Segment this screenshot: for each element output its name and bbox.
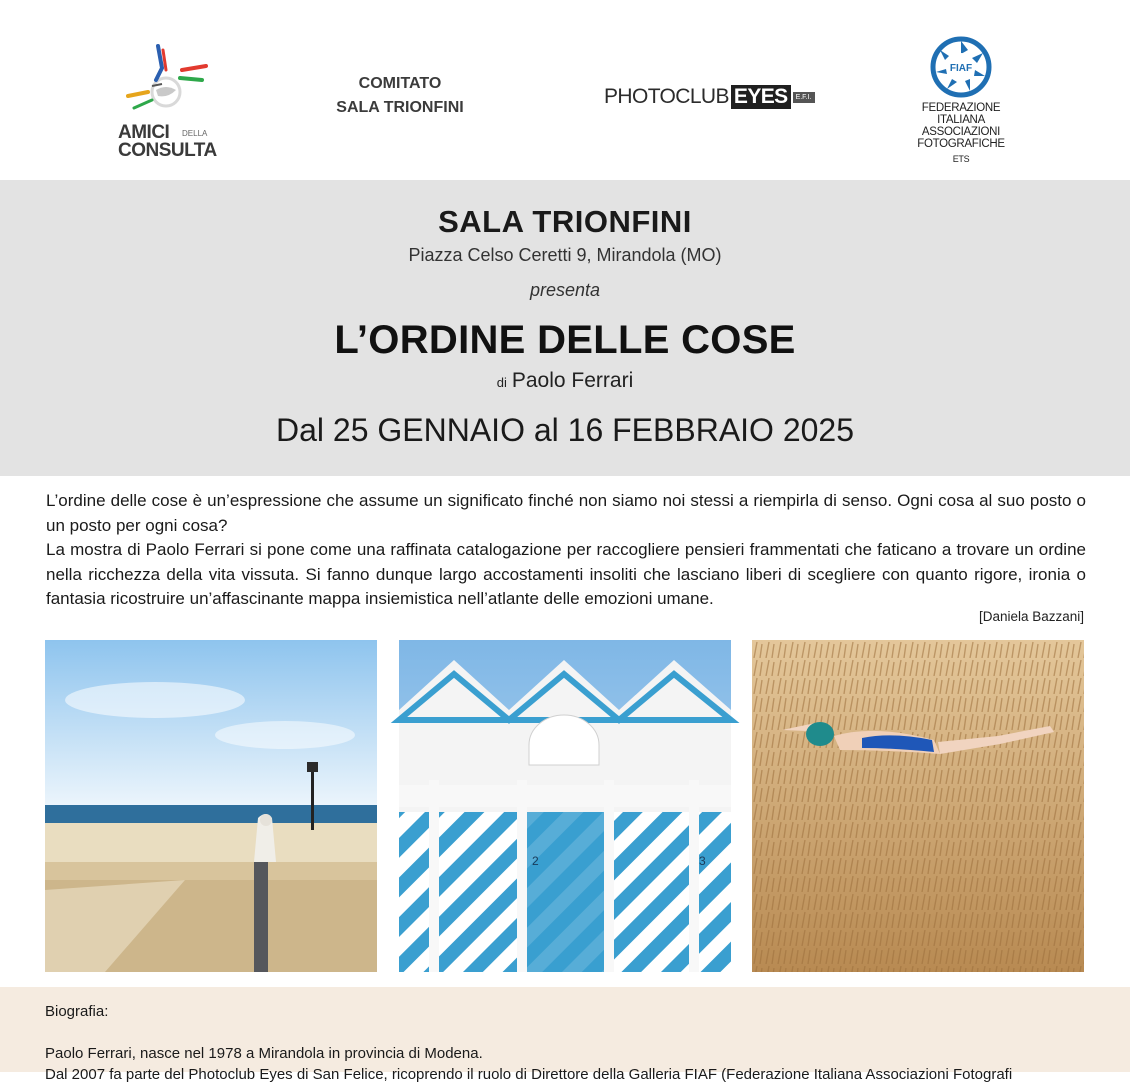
venue-address: Piazza Celso Ceretti 9, Mirandola (MO) (408, 245, 722, 265)
eyes-text: EYES (731, 85, 791, 109)
comitato-line1: COMITATO (358, 75, 442, 92)
exhibition-title: L’ORDINE DELLE COSE (334, 318, 796, 362)
fiaf-line: ASSOCIAZIONI (921, 126, 1001, 138)
comitato-line2: SALA TRIONFINI (336, 99, 464, 116)
description-paragraph: L’ordine delle cose è un’espressione che assume un significato finché non siamo noi stessi a riempirla di senso. Ogni cosa al suo posto o un posto per ogni cosa? (46, 491, 1086, 535)
biography-section (0, 987, 1130, 1083)
striped-beach-cabins-photo (399, 640, 731, 972)
presenta-text: presenta (529, 280, 601, 300)
fiaf-line: FOTOGRAFICHE (917, 138, 1005, 150)
efi-badge: E.F.I. (793, 92, 815, 103)
description-credit: [Daniela Bazzani] (978, 609, 1084, 624)
fiaf-logo (910, 36, 1012, 165)
figure-by-sea-wall-photo (45, 640, 377, 972)
photoclub-text: PHOTOCLUB (604, 85, 729, 108)
amici-della-consulta-logo (112, 40, 224, 160)
fiaf-line: FEDERAZIONE (921, 102, 1001, 114)
fiaf-line: ITALIANA (937, 114, 985, 126)
biography-text: Dal 2007 fa parte del Photoclub Eyes di San Felice, ricoprendo il ruolo di Direttore della Galleria FIAF (Federazione Italiana Associazioni Fotografi (45, 1066, 1013, 1083)
camera-aperture-icon (930, 36, 992, 98)
fiaf-acronym: FIAF (949, 63, 973, 74)
photoclub-eyes-logo (604, 84, 815, 110)
svg-text:2: 2 (532, 854, 539, 868)
biography-text: Paolo Ferrari, nasce nel 1978 a Mirandola in provincia di Modena. (45, 1045, 483, 1062)
venue-name: SALA TRIONFINI (438, 204, 692, 239)
author-name: Paolo Ferrari (511, 369, 634, 392)
handshake-figures-icon (122, 40, 212, 120)
event-header-band (0, 180, 1130, 476)
della-text: DELLA (182, 129, 208, 138)
exhibition-dates: Dal 25 GENNAIO al 16 FEBBRAIO 2025 (275, 412, 855, 448)
svg-text:3: 3 (699, 854, 706, 868)
photo-3-image (752, 640, 1084, 972)
exhibition-description (46, 489, 1086, 612)
consulta-text: CONSULTA (118, 140, 217, 161)
author-prefix: di (496, 375, 507, 390)
swimmer-in-wheat-field-photo (752, 640, 1084, 972)
biography-label: Biografia: (45, 1003, 109, 1020)
fiaf-ets: ETS (952, 154, 970, 164)
photo-2-image (399, 640, 731, 972)
fiaf-name (910, 102, 1012, 165)
amici-text: AMICI (118, 122, 170, 143)
photo-1-image (45, 640, 377, 972)
comitato-logo-text (310, 72, 490, 120)
description-paragraph: La mostra di Paolo Ferrari si pone come una raffinata catalogazione per raccogliere pensieri frammentati che faticano a trovare un ordine nella ricchezza della vita vissuta. Si fanno dunque largo accostamenti insoliti che lasciano liberi di scegliere con quanto rigore, ironia o fantasia ricostruire un’affascinante mappa insiemistica nell’atlante delle emozioni umane. (46, 540, 1086, 608)
sponsor-logos (0, 0, 1130, 180)
exhibition-author (0, 369, 1130, 393)
